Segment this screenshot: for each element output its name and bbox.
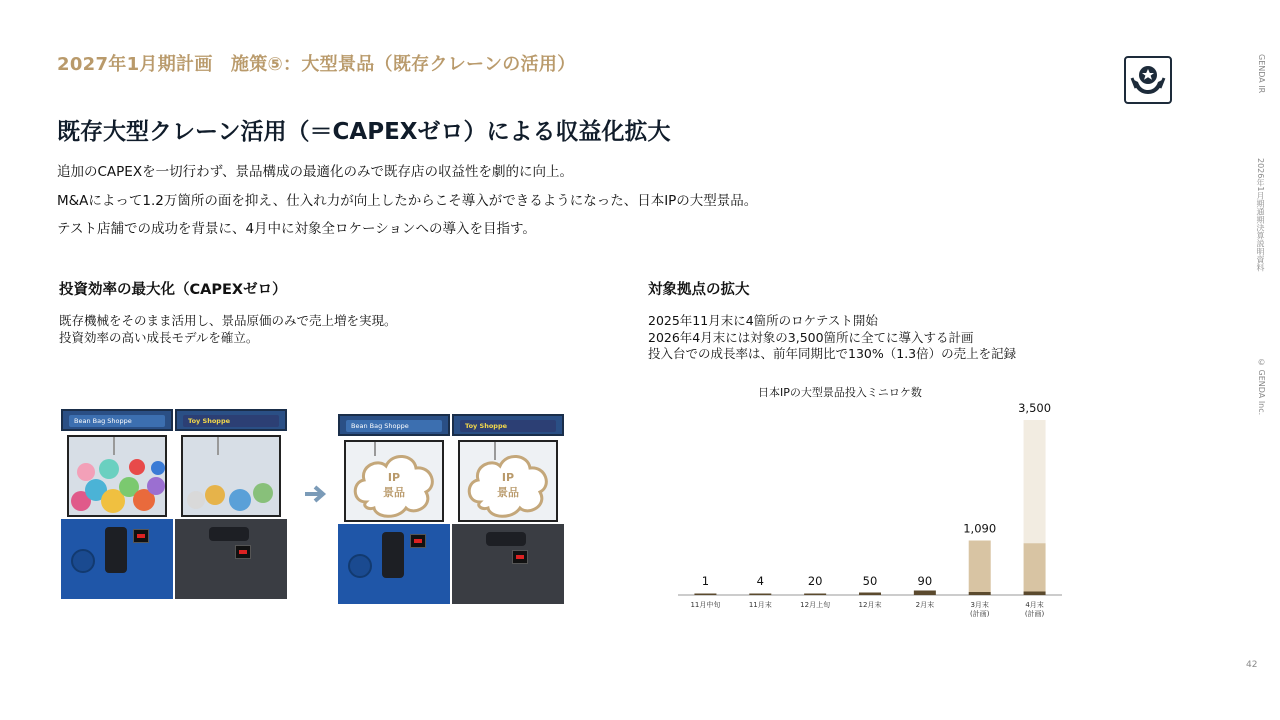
machine-sign: Toy Shoppe	[183, 415, 279, 427]
intro-line: M&Aによって1.2万箇所の面を抑え、仕入れ力が向上したからこそ導入ができるようになった、日本IPの大型景品。	[57, 192, 758, 209]
right-text-line: 2026年4月末には対象の3,500箇所に全てに導入する計画	[648, 329, 974, 345]
chart-tick-label: 11月中旬	[690, 601, 721, 609]
plush-toys	[183, 445, 279, 515]
chart-bar	[749, 594, 771, 596]
side-text-ir: GENDA IR	[1257, 54, 1266, 94]
chart-bar	[1024, 592, 1046, 596]
side-text-copyright: © GENDA Inc.	[1257, 358, 1266, 416]
crane-machine-before-2	[175, 409, 287, 599]
genda-logo	[1124, 56, 1172, 104]
section-label: 2027年1月期計画 施策⑤：大型景品（既存クレーンの活用）	[57, 54, 576, 75]
chart-data-label: 1	[701, 574, 710, 588]
left-text	[59, 313, 397, 346]
side-text-doc: 2026年1月期通期決算説明資料	[1256, 158, 1265, 272]
chart-bar-segment	[969, 541, 991, 593]
chart-data-label: 20	[807, 574, 823, 588]
chart-bar	[804, 594, 826, 596]
chart-data-label: 50	[862, 574, 878, 588]
chart-tick-label: 12月末	[858, 601, 882, 609]
chart-bar	[859, 593, 881, 596]
chart-tick-label: 4月末	[1025, 601, 1044, 609]
chart-bar-segment	[1024, 543, 1046, 591]
cloud-label-line: IP	[501, 471, 515, 484]
ip-prize-cloud	[348, 444, 440, 524]
chart-data-label: 90	[917, 574, 933, 588]
left-subtitle: 投資効率の最大化（CAPEXゼロ）	[59, 282, 287, 298]
machine-sign: Bean Bag Shoppe	[69, 415, 165, 427]
cloud-label-line: 景品	[497, 486, 519, 499]
bar-chart	[672, 395, 1072, 630]
left-text-line: 投資効率の高い成長モデルを確立。	[59, 329, 259, 345]
chart-bar	[969, 592, 991, 595]
machine-sign: Toy Shoppe	[460, 420, 556, 432]
chart-tick-label: 12月上旬	[800, 601, 831, 609]
page-number: 42	[1246, 660, 1258, 670]
plush-toys	[69, 445, 165, 515]
right-text-line: 2025年11月末に4箇所のロケテスト開始	[648, 313, 878, 328]
intro-line: 追加のCAPEXを一切行わず、景品構成の最適化のみで既存店の収益性を劇的に向上。	[57, 164, 573, 180]
chart-bar	[914, 591, 936, 596]
right-subtitle: 対象拠点の拡大	[648, 282, 750, 298]
right-text-line: 投入台での成長率は、前年同期比で130%（1.3倍）の売上を記録	[648, 346, 1017, 361]
intro-line: テスト店舗での成功を背景に、4月中に対象全ロケーションへの導入を目指す。	[57, 221, 536, 237]
chart-tick-label: 2月末	[915, 601, 935, 609]
chart-data-label: 1,090	[963, 521, 997, 536]
arrow-right-icon	[303, 484, 329, 504]
intro-text	[57, 158, 757, 244]
ip-prize-cloud	[462, 444, 554, 524]
right-text	[648, 313, 1016, 363]
chart-tick-label: 3月末	[970, 601, 989, 609]
chart-title: 日本IPの大型景品投入ミニロケ数	[758, 386, 922, 399]
cloud-label-line: IP	[387, 471, 401, 484]
chart-tick-label: (計画)	[969, 610, 990, 618]
machine-sign: Bean Bag Shoppe	[346, 420, 442, 432]
ip-hands-icon	[1126, 58, 1170, 102]
cloud-label-line: 景品	[383, 486, 405, 499]
chart-bar-segment	[1024, 420, 1046, 543]
chart-tick-label: 11月末	[748, 601, 772, 609]
crane-machine-before-1	[61, 409, 173, 599]
chart-data-label: 4	[756, 574, 764, 588]
left-text-line: 既存機械をそのまま活用し、景品原価のみで売上増を実現。	[59, 313, 397, 328]
main-title: 既存大型クレーン活用（＝CAPEXゼロ）による収益化拡大	[57, 119, 671, 145]
chart-tick-label: (計画)	[1024, 610, 1045, 618]
chart-data-label: 3,500	[1018, 401, 1052, 415]
chart-bar	[694, 594, 716, 596]
